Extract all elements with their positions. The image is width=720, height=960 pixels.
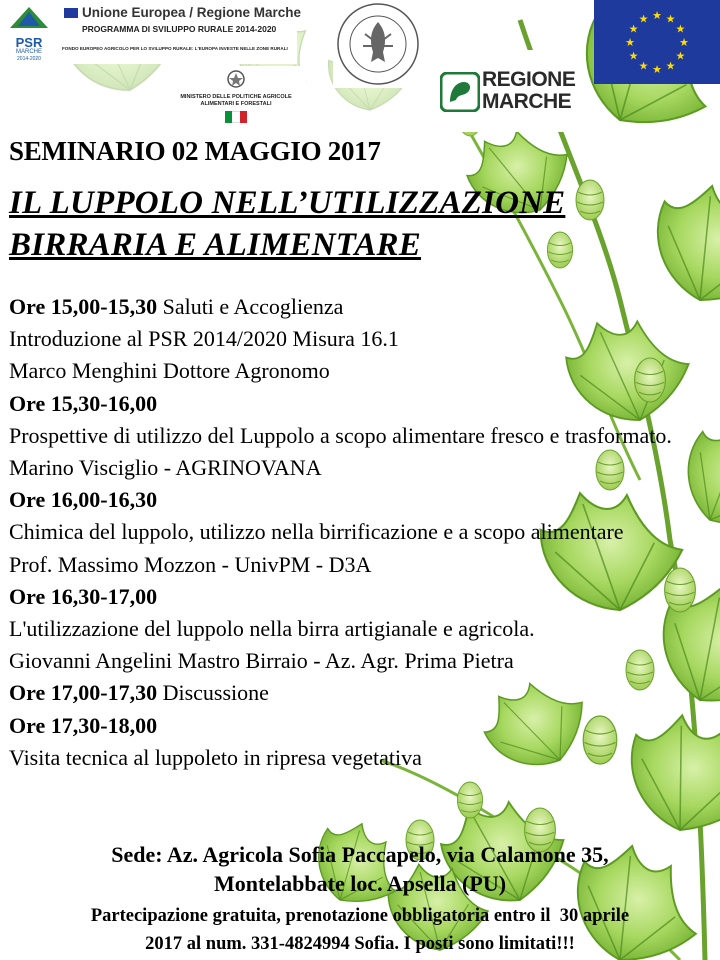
eu-star-icon: ★ — [675, 23, 686, 36]
agenda-detail-line: L'utilizzazione del luppolo nella birra artigianale e agricola. — [9, 616, 535, 642]
psr-badge-years: 2014-2020 — [17, 56, 41, 62]
republic-emblem-icon — [226, 69, 246, 89]
regione-name-line1: REGIONE — [482, 68, 576, 91]
regione-emblem-icon — [440, 72, 480, 112]
agenda-detail-line: Chimica del luppolo, utilizzo nella birrificazione e a scopo alimentare — [9, 519, 624, 545]
psr-logo — [0, 0, 302, 64]
eu-star-icon: ★ — [628, 50, 639, 63]
eu-programme: PROGRAMMA DI SVILUPPO RURALE 2014-2020 — [82, 24, 277, 34]
regione-marche-logo — [436, 50, 584, 132]
eu-stars-icon — [594, 0, 720, 84]
agenda-session-title: Discussione — [157, 680, 269, 706]
seminar-date-heading: SEMINARIO 02 MAGGIO 2017 — [9, 136, 381, 166]
agenda-time-row — [9, 388, 699, 420]
agenda-time-row — [9, 291, 699, 323]
event-title-line2: BIRRARIA E ALIMENTARE — [9, 227, 421, 263]
psr-badge — [4, 4, 54, 60]
eu-star-icon: ★ — [638, 13, 649, 26]
agenda-time: Ore 15,30-16,00 — [9, 390, 158, 416]
ministry-name: MINISTERO DELLE POLITICHE AGRICOLE ALIMENTARI E FORESTALI — [180, 94, 292, 107]
agenda-detail-line: Marco Menghini Dottore Agronomo — [9, 358, 330, 384]
agenda-time-row — [9, 677, 699, 709]
agenda-time: Ore 17,30-18,00 — [9, 712, 158, 738]
italian-flag-icon — [225, 111, 247, 123]
registration-line1: Partecipazione gratuita, prenotazione obbligatoria entro il 30 aprile — [90, 906, 630, 926]
eu-star-icon: ★ — [628, 23, 639, 36]
eu-fund: FONDO EUROPEO AGRICOLO PER LO SVILUPPO RURALE: L'EUROPA INVESTE NELLE ZONE RURALI — [62, 46, 288, 51]
agenda-time-row — [9, 581, 699, 613]
event-title — [9, 182, 565, 266]
eu-star-icon: ★ — [679, 37, 689, 49]
agenda-session-title: Saluti e Accoglienza — [157, 294, 344, 319]
regione-name-line2: MARCHE — [482, 90, 572, 113]
agenda-detail-line: Prospettive di utilizzo del Luppolo a scopo alimentare fresco e trasformato. — [9, 422, 672, 448]
psr-leaf-icon — [4, 4, 54, 32]
agenda-detail-line: Prof. Massimo Mozzon - UnivPM - D3A — [9, 551, 372, 577]
agenda-detail-line: Marino Visciglio - AGRINOVANA — [9, 455, 322, 481]
venue-info — [0, 840, 720, 898]
agenda-time: Ore 16,30-17,00 — [9, 583, 158, 609]
registration-line2: 2017 al num. 331-4824994 Sofia. I posti sono limitati!!! — [145, 934, 575, 954]
agenda-detail-line: Visita tecnica al luppoleto in ripresa vegetativa — [9, 744, 422, 770]
agenda-time: Ore 15,00-15,30 — [9, 294, 158, 319]
eu-star-icon: ★ — [665, 13, 676, 26]
university-logo — [333, 0, 423, 88]
venue-line1: Sede: Az. Agricola Sofia Paccapelo, via Calamone 35, — [111, 842, 609, 867]
venue-line2: Montelabbate loc. Apsella (PU) — [213, 871, 507, 896]
agenda-time-row — [9, 484, 699, 516]
eu-star-icon: ★ — [652, 10, 662, 22]
eu-flag-small-icon — [64, 8, 78, 18]
eu-star-icon: ★ — [665, 60, 676, 73]
eu-star-icon: ★ — [625, 37, 635, 49]
psr-badge-sub: MARCHE — [15, 49, 42, 55]
agenda-detail-line: Giovanni Angelini Mastro Birraio - Az. Agr. Prima Pietra — [9, 648, 514, 674]
agenda-time-row — [9, 710, 699, 742]
event-title-line1: IL LUPPOLO NELL’UTILIZZAZIONE — [9, 185, 566, 221]
eu-star-icon: ★ — [675, 50, 686, 63]
agenda-detail-line: Introduzione al PSR 2014/2020 Misura 16.1 — [9, 326, 399, 352]
ministry-logo — [166, 66, 306, 128]
eu-star-icon: ★ — [638, 60, 649, 73]
eu-flag — [594, 0, 720, 84]
university-seal-icon — [333, 0, 423, 88]
agenda-time: Ore 17,00-17,30 — [9, 680, 158, 706]
registration-note — [0, 902, 720, 958]
agenda-time: Ore 16,00-16,30 — [9, 487, 158, 513]
university-name — [333, 0, 334, 1]
psr-badge-label: PSR — [15, 35, 43, 50]
eu-star-icon: ★ — [652, 64, 662, 76]
eu-title: Unione Europea / Regione Marche — [82, 5, 302, 20]
agenda — [9, 291, 699, 774]
